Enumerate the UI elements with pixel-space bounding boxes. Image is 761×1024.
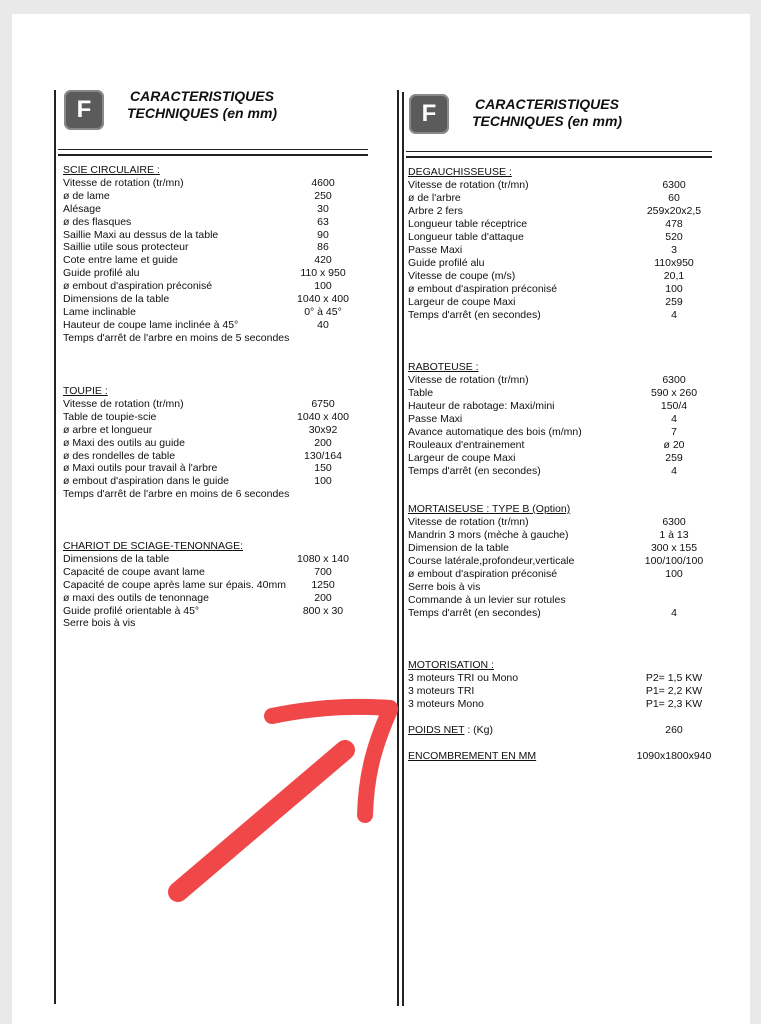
left-spec-label: Table de toupie-scie bbox=[63, 410, 157, 423]
right-spec-value: P1= 2,2 KW bbox=[645, 685, 703, 697]
right-spec-value: 4 bbox=[671, 465, 677, 477]
poids-net-value: 260 bbox=[665, 724, 683, 736]
right-section-title: DEGAUCHISSEUSE : bbox=[408, 166, 512, 178]
right-spec-value: 100/100/100 bbox=[644, 555, 704, 567]
right-section-title: RABOTEUSE : bbox=[408, 361, 479, 373]
right-spec-label: Temps d'arrêt (en secondes) bbox=[408, 465, 541, 477]
left-spec-value: 100 bbox=[314, 280, 332, 293]
right-spec-value: 150/4 bbox=[660, 400, 688, 412]
right-spec-label: Course latérale,profondeur,verticale bbox=[408, 555, 575, 567]
left-spec-value: 420 bbox=[314, 254, 332, 267]
right-spec-value: 100 bbox=[665, 568, 683, 580]
right-spec-label: Largeur de coupe Maxi bbox=[408, 296, 516, 308]
right-spec-label: Table bbox=[408, 387, 434, 399]
left-spec-value: 86 bbox=[317, 241, 329, 254]
right-f-badge: F bbox=[409, 94, 449, 134]
left-section-title: SCIE CIRCULAIRE : bbox=[63, 164, 160, 176]
right-spec-value: P1= 2,3 KW bbox=[645, 698, 703, 710]
right-spec-label: 3 moteurs TRI ou Mono bbox=[408, 672, 519, 684]
encombrement-label: ENCOMBREMENT EN MM bbox=[408, 750, 537, 762]
right-spec-value: 6300 bbox=[662, 374, 686, 386]
left-spec-value: 250 bbox=[314, 189, 332, 202]
right-spec-label: ø de l'arbre bbox=[408, 192, 461, 204]
right-spec-value: 259 bbox=[665, 296, 683, 308]
left-spec-label: ø maxi des outils de tenonnage bbox=[63, 591, 209, 604]
left-spec-value: 30x92 bbox=[308, 423, 338, 436]
right-spec-label: Vitesse de rotation (tr/mn) bbox=[408, 516, 529, 528]
left-spec-value: 110 x 950 bbox=[300, 267, 346, 280]
right-spec-value: 259 bbox=[665, 452, 683, 464]
left-spec-value: 150 bbox=[314, 462, 332, 475]
left-spec-label: ø de lame bbox=[63, 189, 110, 202]
right-title-line1: CARACTERISTIQUES bbox=[475, 96, 619, 112]
right-spec-value: 7 bbox=[671, 426, 677, 438]
right-spec-label: Vitesse de rotation (tr/mn) bbox=[408, 374, 529, 386]
arrow-shaft bbox=[178, 750, 345, 892]
left-spec-label: Capacité de coupe après lame sur épais. 40mm bbox=[63, 578, 286, 591]
right-spec-value: 6300 bbox=[662, 516, 686, 528]
left-spec-value: 1040 x 400 bbox=[297, 410, 349, 423]
right-spec-value: 4 bbox=[671, 413, 677, 425]
right-spec-label: Dimension de la table bbox=[408, 542, 509, 554]
right-title-line2: TECHNIQUES (en mm) bbox=[471, 113, 623, 129]
arrow-head-right bbox=[365, 710, 390, 815]
right-spec-label: Passe Maxi bbox=[408, 413, 463, 425]
left-f-badge: F bbox=[64, 90, 104, 130]
left-spec-value: 1040 x 400 bbox=[297, 293, 349, 305]
left-spec-value: 130/164 bbox=[304, 449, 342, 462]
left-spec-label: ø des rondelles de table bbox=[63, 449, 176, 462]
right-spec-value: 100 bbox=[665, 283, 683, 295]
right-spec-value: 60 bbox=[668, 192, 680, 204]
right-spec-value: P2= 1,5 KW bbox=[645, 672, 703, 684]
left-spec-label: ø Maxi des outils au guide bbox=[63, 436, 185, 449]
left-spec-label: Guide profilé alu bbox=[63, 267, 140, 280]
right-spec-value: 1 à 13 bbox=[659, 529, 689, 541]
left-spec-label: ø embout d'aspiration dans le guide bbox=[63, 475, 230, 488]
right-spec-label: Commande à un levier sur rotules bbox=[408, 594, 566, 606]
right-spec-value: 478 bbox=[665, 218, 683, 230]
right-spec-label: Vitesse de coupe (m/s) bbox=[408, 270, 516, 282]
left-spec-label: Temps d'arrêt de l'arbre en moins de 6 secondes bbox=[63, 488, 290, 501]
right-spec-label: Arbre 2 fers bbox=[408, 205, 463, 217]
left-spec-label: Vitesse de rotation (tr/mn) bbox=[63, 176, 184, 189]
left-spec-value: 200 bbox=[314, 436, 332, 449]
left-spec-label: Cote entre lame et guide bbox=[63, 254, 178, 267]
right-spec-label: ø embout d'aspiration préconisé bbox=[408, 283, 558, 295]
left-spec-label: Saillie Maxi au dessus de la table bbox=[63, 228, 219, 241]
encombrement-value: 1090x1800x940 bbox=[636, 750, 712, 762]
right-spec-label: Hauteur de rabotage: Maxi/mini bbox=[408, 400, 555, 412]
left-spec-value: 800 x 30 bbox=[302, 604, 344, 617]
left-spec-label: ø des flasques bbox=[63, 215, 132, 228]
left-spec-label: Dimensions de la table bbox=[63, 552, 170, 565]
left-spec-value: 100 bbox=[314, 475, 332, 488]
left-spec-value: 4600 bbox=[311, 176, 335, 189]
right-spec-value: 4 bbox=[671, 607, 677, 619]
left-title-line1: CARACTERISTIQUES bbox=[130, 88, 274, 104]
poids-net-label: POIDS NET bbox=[408, 724, 465, 736]
left-spec-label: ø embout d'aspiration préconisé bbox=[63, 280, 213, 293]
right-spec-label: Avance automatique des bois (m/mn) bbox=[408, 426, 582, 438]
left-section-title: TOUPIE : bbox=[63, 385, 108, 397]
right-spec-value: 259x20x2,5 bbox=[646, 205, 702, 217]
left-spec-label: Temps d'arrêt de l'arbre en moins de 5 secondes bbox=[63, 331, 290, 344]
left-spec-value: 200 bbox=[314, 591, 332, 604]
right-section-title: MOTORISATION : bbox=[408, 659, 494, 671]
left-spec-label: ø Maxi outils pour travail à l'arbre bbox=[63, 462, 218, 475]
right-spec-label: Vitesse de rotation (tr/mn) bbox=[408, 179, 529, 191]
right-spec-label: ø embout d'aspiration préconisé bbox=[408, 568, 558, 580]
arrow-head-top bbox=[272, 707, 390, 716]
left-spec-label: Hauteur de coupe lame inclinée à 45° bbox=[63, 318, 239, 331]
right-spec-label: Rouleaux d'entrainement bbox=[408, 439, 525, 451]
left-spec-label: Lame inclinable bbox=[63, 305, 136, 318]
right-spec-value: 3 bbox=[671, 244, 677, 256]
right-spec-value: 300 x 155 bbox=[650, 542, 698, 554]
right-spec-value: ø 20 bbox=[663, 439, 685, 451]
left-spec-value: 63 bbox=[317, 215, 329, 228]
right-spec-label: Temps d'arrêt (en secondes) bbox=[408, 607, 541, 619]
right-spec-label: Longueur table réceptrice bbox=[408, 218, 528, 230]
left-title-line2: TECHNIQUES (en mm) bbox=[126, 105, 278, 121]
right-spec-label: Guide profilé alu bbox=[408, 257, 485, 269]
left-spec-label: Guide profilé orientable à 45° bbox=[63, 604, 200, 617]
left-spec-value: 700 bbox=[314, 565, 332, 578]
right-spec-value: 520 bbox=[665, 231, 683, 243]
left-spec-value: 30 bbox=[317, 202, 329, 215]
left-spec-value: 90 bbox=[317, 228, 329, 241]
left-section-title: CHARIOT DE SCIAGE-TENONNAGE: bbox=[63, 540, 244, 552]
right-spec-label: Serre bois à vis bbox=[408, 581, 481, 593]
poids-net-unit: : (Kg) bbox=[464, 724, 493, 736]
left-spec-label: Vitesse de rotation (tr/mn) bbox=[63, 397, 184, 410]
right-spec-value: 6300 bbox=[662, 179, 686, 191]
left-spec-label: Serre bois à vis bbox=[63, 617, 136, 630]
left-spec-value: 6750 bbox=[311, 397, 335, 410]
right-spec-value: 590 x 260 bbox=[650, 387, 698, 399]
left-spec-label: Saillie utile sous protecteur bbox=[63, 241, 189, 254]
right-spec-label: Longueur table d'attaque bbox=[408, 231, 524, 243]
right-section-title: MORTAISEUSE : TYPE B (Option) bbox=[408, 503, 571, 515]
left-spec-value: 0° à 45° bbox=[304, 305, 342, 318]
left-spec-value: 40 bbox=[317, 318, 329, 331]
right-spec-label: 3 moteurs Mono bbox=[408, 698, 484, 710]
left-spec-label: Alésage bbox=[63, 202, 101, 215]
right-spec-label: Largeur de coupe Maxi bbox=[408, 452, 516, 464]
right-spec-label: Passe Maxi bbox=[408, 244, 463, 256]
right-spec-label: Temps d'arrêt (en secondes) bbox=[408, 309, 541, 321]
right-spec-value: 20,1 bbox=[663, 270, 685, 282]
right-spec-label: 3 moteurs TRI bbox=[408, 685, 475, 697]
left-spec-value: 1080 x 140 bbox=[297, 552, 349, 565]
right-spec-label: Mandrin 3 mors (mèche à gauche) bbox=[408, 529, 569, 541]
left-spec-label: Capacité de coupe avant lame bbox=[63, 565, 205, 578]
right-spec-value: 4 bbox=[671, 309, 677, 321]
left-spec-label: ø arbre et longueur bbox=[63, 423, 153, 436]
left-spec-value: 1250 bbox=[311, 578, 335, 591]
left-spec-label: Dimensions de la table bbox=[63, 293, 170, 305]
right-spec-value: 110x950 bbox=[654, 257, 694, 269]
